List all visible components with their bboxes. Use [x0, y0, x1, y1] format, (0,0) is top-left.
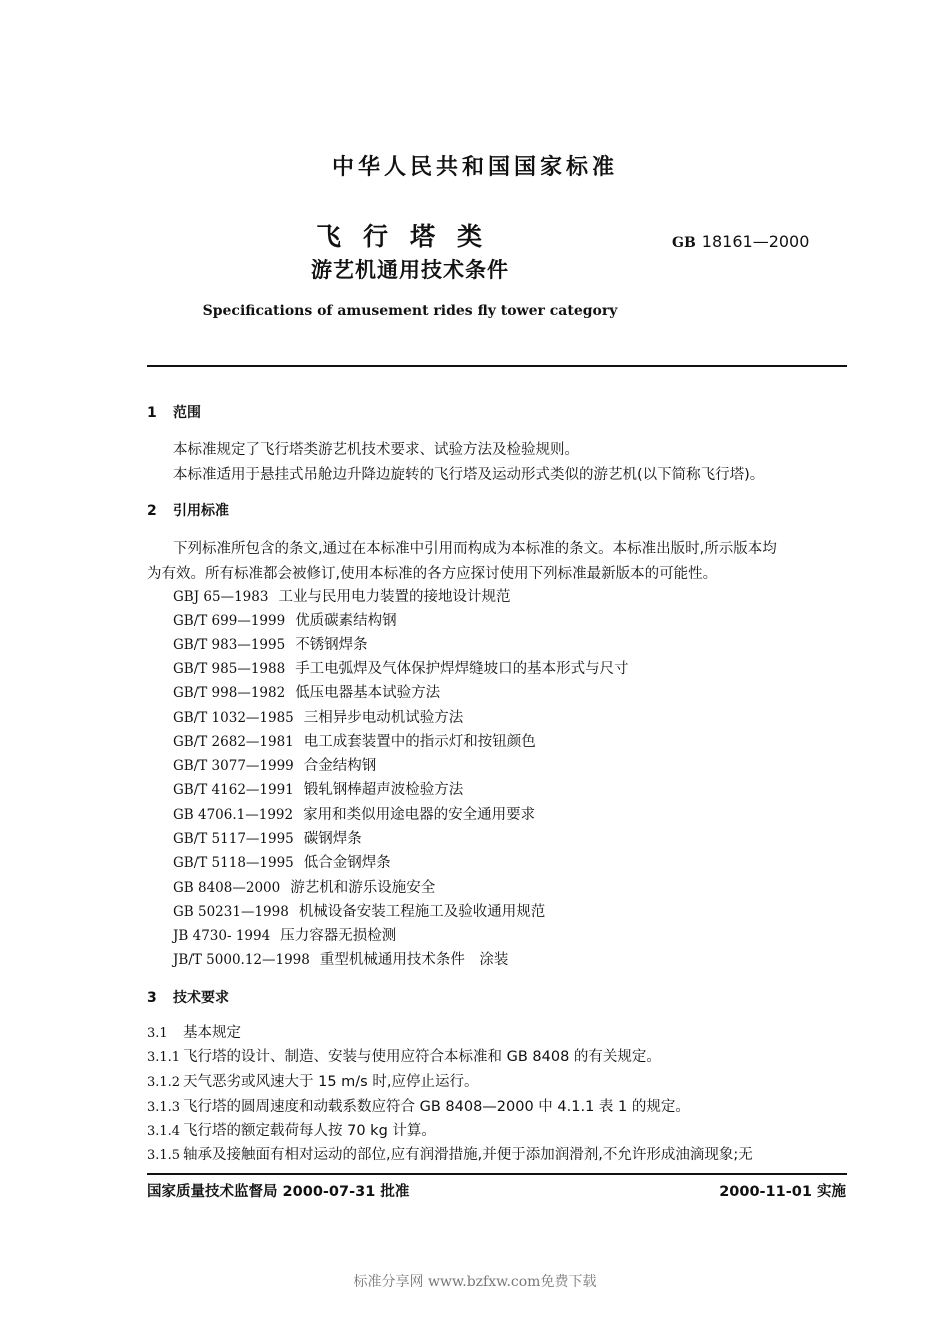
paragraph: 下列标准所包含的条文,通过在本标准中引用而构成为本标准的条文。本标准出版时,所示版本均 — [173, 541, 777, 557]
clause-number: 3.1.1 — [147, 1050, 181, 1065]
reference-item — [173, 827, 362, 848]
clause-number: 3.1.5 — [147, 1148, 181, 1163]
reference-item — [173, 876, 435, 897]
header-divider — [147, 365, 847, 367]
section-number: 2 — [147, 503, 157, 519]
reference-code: GBJ 65—1983 — [173, 589, 269, 605]
reference-title: 游艺机和游乐设施安全 — [290, 880, 436, 896]
reference-item — [173, 633, 368, 654]
reference-item — [173, 706, 463, 727]
reference-item — [173, 657, 629, 678]
clause-number: 3.1.3 — [147, 1100, 181, 1115]
reference-code: GB/T 985—1988 — [173, 661, 286, 677]
reference-code: GB/T 699—1999 — [173, 613, 286, 629]
watermark: 标准分享网 www.bzfxw.com免费下载 — [353, 1274, 597, 1290]
reference-title: 重型机械通用技术条件 涂装 — [319, 952, 509, 968]
clause-number: 3.1.2 — [147, 1075, 181, 1090]
clause — [147, 1119, 436, 1140]
title-line-1: 飞行塔类 — [315, 222, 504, 251]
reference-title: 手工电弧焊及气体保护焊焊缝坡口的基本形式与尺寸 — [295, 661, 629, 677]
reference-code: GB 50231—1998 — [173, 904, 289, 920]
reference-code: JB 4730- 1994 — [173, 928, 271, 944]
reference-title: 低合金钢焊条 — [303, 855, 391, 871]
reference-title: 电工成套装置中的指示灯和按钮颜色 — [303, 734, 536, 750]
section-title: 范围 — [173, 405, 201, 421]
reference-title: 碳钢焊条 — [303, 831, 362, 847]
reference-code: GB/T 5118—1995 — [173, 855, 294, 871]
clause — [147, 1021, 241, 1042]
reference-item — [173, 609, 397, 630]
reference-item — [173, 730, 536, 751]
section-3-heading — [147, 987, 229, 1007]
clause — [147, 1095, 690, 1116]
reference-title: 工业与民用电力装置的接地设计规范 — [278, 589, 511, 605]
reference-code: GB/T 2682—1981 — [173, 734, 294, 750]
national-standard-header: 中华人民共和国国家标准 — [331, 155, 618, 180]
reference-item — [173, 900, 545, 921]
clause-text: 飞行塔的圆周速度和动载系数应符合 GB 8408—2000 中 4.1.1 表 1 的规定。 — [183, 1099, 690, 1115]
reference-code: GB/T 5117—1995 — [173, 831, 294, 847]
reference-code: GB/T 3077—1999 — [173, 758, 294, 774]
reference-title: 低压电器基本试验方法 — [295, 685, 441, 701]
reference-item — [173, 585, 510, 606]
section-title: 引用标准 — [173, 503, 229, 519]
reference-title: 锻轧钢棒超声波检验方法 — [303, 782, 464, 798]
reference-title: 压力容器无损检测 — [280, 928, 397, 944]
reference-title: 不锈钢焊条 — [295, 637, 368, 653]
implementation-date: 2000-11-01 实施 — [719, 1184, 846, 1200]
section-title: 技术要求 — [173, 990, 229, 1006]
reference-item — [173, 803, 535, 824]
reference-title: 三相异步电动机试验方法 — [303, 710, 464, 726]
reference-item — [173, 924, 396, 945]
section-1-heading — [147, 402, 201, 422]
english-title: Specifications of amusement rides fly tower category — [202, 303, 618, 319]
paragraph: 本标准规定了飞行塔类游艺机技术要求、试验方法及检验规则。 — [173, 442, 579, 458]
clause-number: 3.1 — [147, 1026, 168, 1041]
clause — [147, 1070, 478, 1091]
clause — [147, 1045, 661, 1066]
standard-code — [672, 232, 809, 251]
reference-code: JB/T 5000.12—1998 — [173, 952, 310, 968]
clause-text: 天气恶劣或风速大于 15 m/s 时,应停止运行。 — [183, 1074, 479, 1090]
section-2-heading — [147, 500, 229, 520]
reference-title: 合金结构钢 — [303, 758, 377, 774]
reference-title: 优质碳素结构钢 — [295, 613, 397, 629]
reference-item — [173, 948, 508, 969]
clause-text: 基本规定 — [183, 1025, 241, 1041]
reference-item — [173, 754, 376, 775]
clause-text: 轴承及接触面有相对运动的部位,应有润滑措施,并便于添加润滑剂,不允许形成油滴现象;无 — [183, 1147, 753, 1163]
reference-code: GB 8408—2000 — [173, 880, 281, 896]
reference-item — [173, 851, 391, 872]
reference-title: 机械设备安装工程施工及验收通用规范 — [298, 904, 546, 920]
reference-title: 家用和类似用途电器的安全通用要求 — [303, 807, 536, 823]
clause-text: 飞行塔的设计、制造、安装与使用应符合本标准和 GB 8408 的有关规定。 — [183, 1049, 661, 1065]
title-line-2: 游艺机通用技术条件 — [311, 258, 509, 282]
clause — [147, 1143, 753, 1164]
reference-code: GB/T 4162—1991 — [173, 782, 294, 798]
standard-prefix: GB — [672, 235, 696, 251]
reference-code: GB 4706.1—1992 — [173, 807, 294, 823]
approval-line: 国家质量技术监督局 2000-07-31 批准 — [147, 1184, 410, 1200]
paragraph-continuation: 为有效。所有标准都会被修订,使用本标准的各方应探讨使用下列标准最新版本的可能性。 — [147, 566, 718, 582]
reference-code: GB/T 998—1982 — [173, 685, 286, 701]
section-number: 1 — [147, 405, 157, 421]
standard-number: 18161—2000 — [701, 232, 810, 251]
reference-item — [173, 681, 440, 702]
paragraph: 本标准适用于悬挂式吊舱边升降边旋转的飞行塔及运动形式类似的游艺机(以下简称飞行塔)。 — [173, 467, 765, 483]
footer-divider — [147, 1173, 847, 1175]
reference-code: GB/T 983—1995 — [173, 637, 286, 653]
reference-item — [173, 778, 463, 799]
clause-text: 飞行塔的额定载荷每人按 70 kg 计算。 — [183, 1123, 436, 1139]
section-number: 3 — [147, 990, 157, 1006]
clause-number: 3.1.4 — [147, 1124, 181, 1139]
reference-code: GB/T 1032—1985 — [173, 710, 294, 726]
